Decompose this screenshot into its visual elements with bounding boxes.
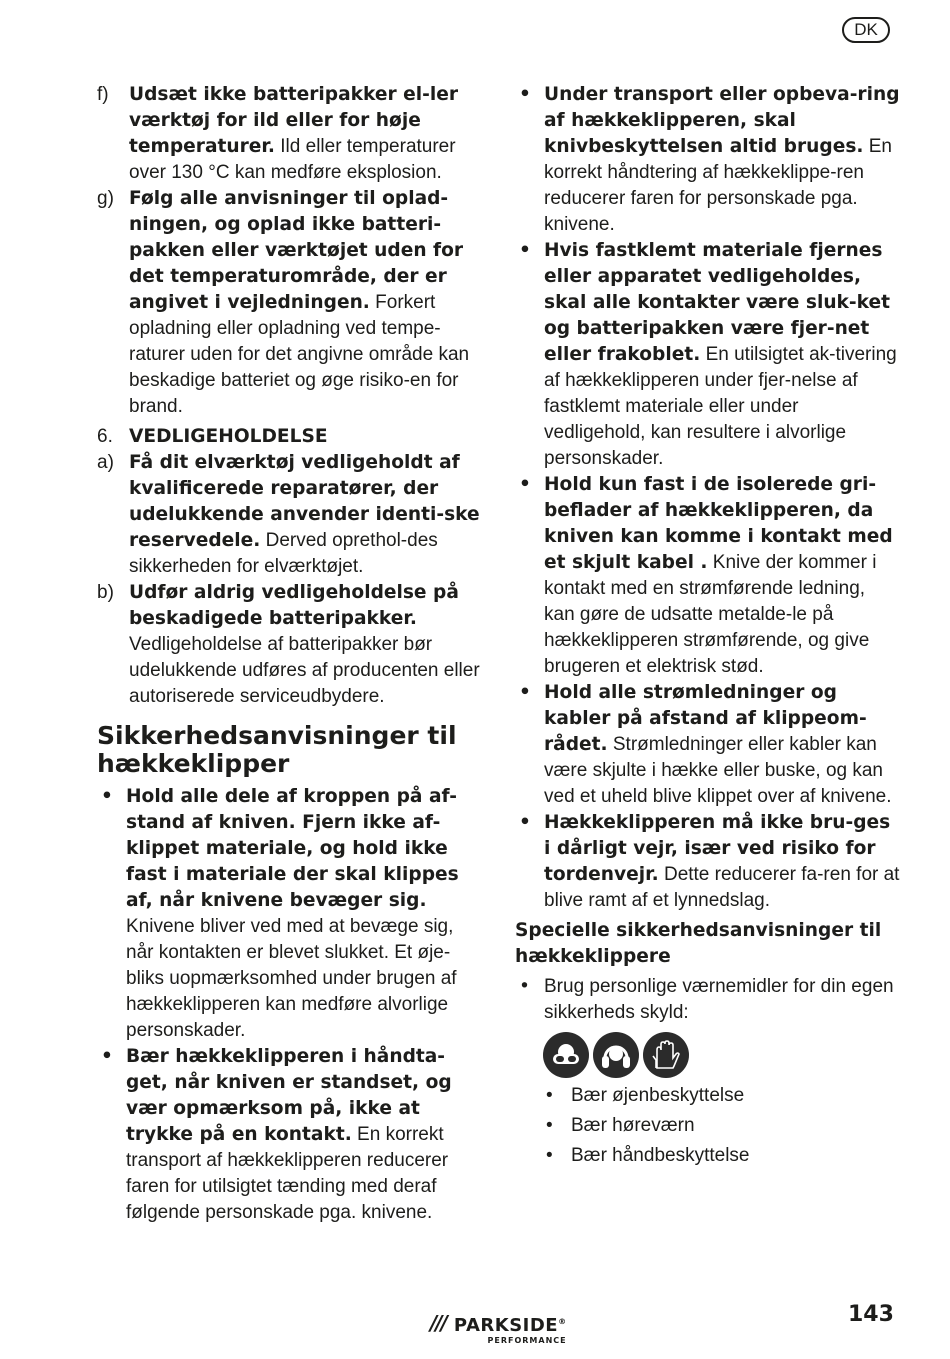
bullet-dot: • [519,976,530,997]
bullet-bold-text: Under transport eller opbeva-ring af hækkeklipperen, skal knivbeskyttelsen altid bruges. [544,84,900,157]
item-bold-text: Få dit elværktøj vedligeholdt af kvalificerede reparatører, der udelukkende anvender identi-ske reservedele. [129,452,480,551]
section-6-heading [97,424,482,450]
subsection-heading: Specielle sikkerhedsanvisninger til hækkeklippere [515,920,882,967]
bullet-dot: • [519,84,531,105]
ppe-intro [515,974,900,1026]
bullet-item [515,810,900,914]
bullet-dot: • [519,474,531,495]
safety-item-g [97,186,482,420]
item-bold-text: Følg alle anvisninger til oplad-ningen, og oplad ikke batteri-pakken eller værktøjet uden for det temperaturområde, der er angivet i vejledningen. [129,188,464,313]
bullet-item [515,472,900,680]
bullet-text: En utilsigtet ak-tivering af hækkeklipperen under fjer-nelse af fastklemt materiale eller under vedligehold, kan resultere i alvorlige personskader. [544,344,897,469]
bullet-bold-text: Hækkeklipperen må ikke bru-ges i dårligt vejr, især ved risiko for tordenvejr. [544,812,891,885]
maintenance-item-b [97,580,482,710]
ppe-intro-text: Brug personlige værnemidler for din egen sikkerheds skyld: [544,976,894,1023]
item-text: Derved oprethol-des sikkerheden for elværktøjet. [129,530,438,577]
bullet-dot: • [519,812,531,833]
bullet-dot: • [101,1046,113,1067]
section-title: VEDLIGEHOLDELSE [129,426,328,447]
item-bold-text: Udsæt ikke batteripakker el-ler værktøj for ild eller for høje temperaturer. [129,84,458,157]
right-column [515,82,900,1172]
bullet-dot: • [546,1085,553,1106]
logo-subtitle: PERFORMANCE [487,1336,567,1345]
page-number: 143 [848,1302,894,1327]
language-badge: DK [842,17,890,43]
bullet-item [97,784,482,1044]
ppe-list-item [515,1142,900,1170]
bullet-text: Dette reducerer fa-ren for at blive ramt af et lynnedslag. [544,864,900,911]
ppe-list-item [515,1112,900,1140]
item-marker: a) [97,452,114,473]
bullet-item [515,680,900,810]
bullet-dot: • [519,682,531,703]
goggles-icon [543,1032,589,1078]
logo-registered-mark: ® [558,1317,567,1326]
item-marker: g) [97,188,114,209]
left-column [97,82,482,1226]
item-text: Vedligeholdelse af batteripakker bør udelukkende udføres af producenten eller autoriserede serviceudbydere. [129,634,480,707]
logo-wordmark [454,1312,567,1336]
ear-protection-icon [593,1032,639,1078]
bullet-text: En korrekt transport af hækkeklipperen reducerer faren for utilsigtet tænding med deraf følgende personskade pga. knivene. [126,1124,449,1223]
bullet-bold-text: Hold alle dele af kroppen på af-stand af kniven. Fjern ikke af-klippet materiale, og hold ikke fast i materiale der skal klippes af, når knivene bevæger sig. [126,786,459,911]
bullet-bold-text: Hvis fastklemt materiale fjernes eller apparatet vedligeholdes, skal alle kontakter være sluk-ket og batteripakken være fjer-net eller frakoblet. [544,240,891,365]
bullet-bold-text: Bær hækkeklipperen i håndta-get, når kniven er standset, og vær opmærksom på, ikke at trykke på en kontakt. [126,1046,452,1145]
bullet-text: Strømledninger eller kabler kan være skjulte i hække eller buske, og kan ved et uheld blive klippet over af knivene. [544,734,892,807]
ppe-list-item [515,1082,900,1110]
bullet-text: En korrekt håndtering af hækkeklippe-ren reducerer faren for personskade pga. knivene. [544,136,892,235]
ppe-item-text: Bær øjenbeskyttelse [571,1085,745,1106]
logo-text [454,1312,567,1345]
bullet-item [515,238,900,472]
bullet-bold-text: Hold kun fast i de isolerede gri-beflader af hækkeklipperen, da kniven kan komme i kontakt med et skjult kabel . [544,474,893,573]
item-text: Forkert opladning eller opladning ved tempe-raturer uden for det angivne område kan beskadige batteriet og øge risiko-en for brand. [129,292,470,417]
logo-name: PARKSIDE [453,1315,559,1336]
bullet-item [97,1044,482,1226]
gloves-icon [643,1032,689,1078]
logo-slashes: /// [430,1311,446,1335]
bullet-dot: • [519,240,531,261]
bullet-bold-text: Hold alle strømledninger og kabler på afstand af klippeom-rådet. [544,682,867,755]
safety-item-f [97,82,482,186]
item-bold-text: Udfør aldrig vedligeholdelse på beskadigede batteripakker. [129,582,459,629]
ppe-item-text: Bær høreværn [571,1115,695,1136]
section-heading: Sikkerhedsanvisninger til hækkeklipper [97,721,457,778]
bullet-dot: • [101,786,113,807]
ppe-item-text: Bær håndbeskyttelse [571,1145,750,1166]
maintenance-item-a [97,450,482,580]
ppe-icon-row [543,1032,900,1078]
item-marker: f) [97,84,109,105]
brand-logo [430,1312,567,1345]
bullet-dot: • [546,1115,553,1136]
bullet-item [515,82,900,238]
bullet-text: Knivene bliver ved med at bevæge sig, når kontakten er blevet slukket. Et øje-bliks uopmærksomhed under brugen af hækkeklipperen kan medføre alvorlige personskader. [126,916,457,1041]
section-number: 6. [97,426,113,447]
bullet-dot: • [546,1145,553,1166]
item-text: Ild eller temperaturer over 130 °C kan medføre eksplosion. [129,136,456,183]
item-marker: b) [97,582,114,603]
bullet-text: Knive der kommer i kontakt med en strømførende ledning, kan gøre de udsatte metalde-le på hækkeklipperen strømførende, og give brugeren et elektrisk stød. [544,552,877,677]
